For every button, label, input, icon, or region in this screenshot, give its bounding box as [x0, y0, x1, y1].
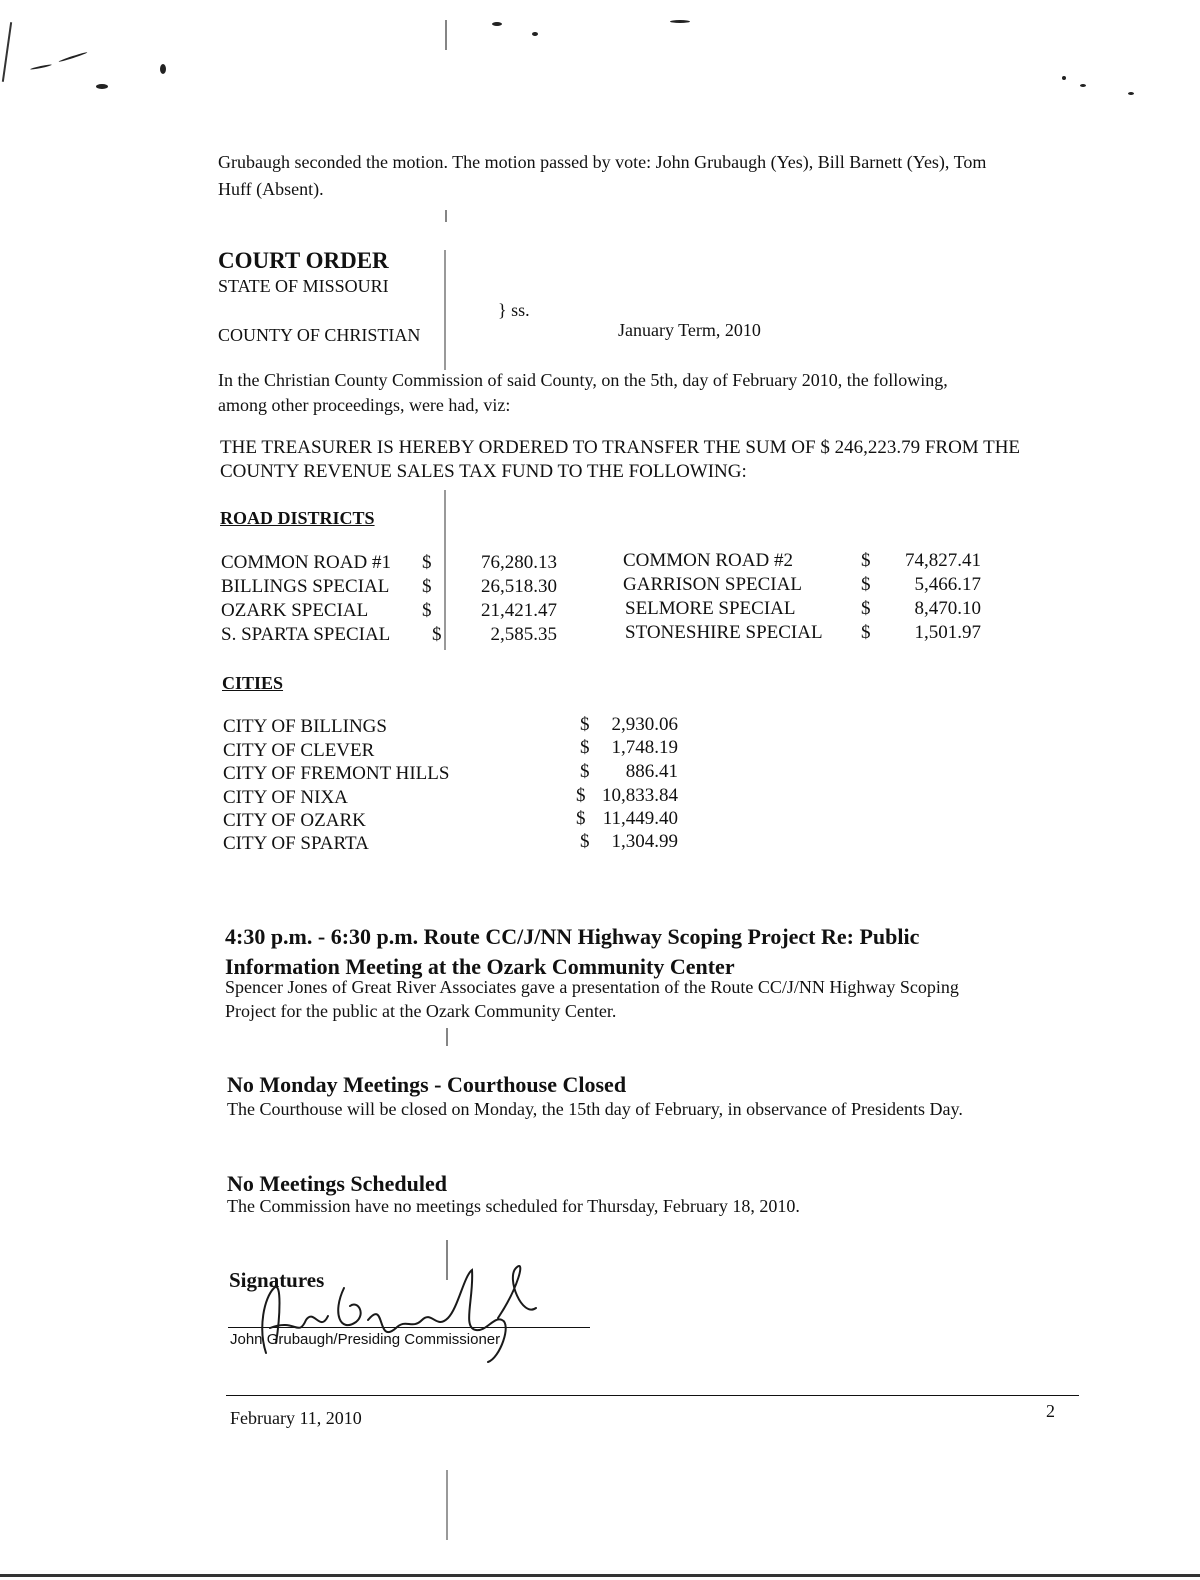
district-amount: 76,280.13: [481, 552, 557, 573]
scan-artifact-left-edge: [2, 22, 12, 82]
city-name: CITY OF SPARTA: [223, 833, 369, 854]
city-amount: 10,833.84: [602, 785, 678, 806]
page-number: 2: [1046, 1401, 1055, 1421]
currency-symbol: $: [580, 737, 590, 758]
court-order-title: COURT ORDER: [218, 248, 389, 273]
list-item: [625, 622, 823, 644]
scan-speck: [1062, 76, 1066, 80]
district-amount: 8,470.10: [914, 598, 981, 619]
list-item: [221, 576, 389, 598]
handwritten-signature: [236, 1258, 566, 1368]
footer-date: February 11, 2010: [230, 1408, 362, 1428]
scan-artifact-fold-line: [445, 210, 447, 222]
intro-line-1: Grubaugh seconded the motion. The motion passed by vote: John Grubaugh (Yes), Bill Barnett (Yes), Tom: [218, 152, 987, 172]
highway-meeting-heading-line-1: 4:30 p.m. - 6:30 p.m. Route CC/J/NN Highway Scoping Project Re: Public: [225, 924, 920, 949]
order-line-1: THE TREASURER IS HEREBY ORDERED TO TRANSFER THE SUM OF $ 246,223.79 FROM THE: [220, 437, 1021, 458]
list-item: [223, 833, 369, 855]
list-item: [223, 740, 374, 762]
currency-symbol: $: [422, 552, 432, 573]
city-name: CITY OF CLEVER: [223, 740, 375, 761]
city-amount: 2,930.06: [611, 714, 678, 735]
list-item: [623, 574, 802, 596]
currency-symbol: $: [576, 808, 586, 829]
signatures-heading: Signatures: [229, 1268, 325, 1292]
list-item: [223, 787, 348, 809]
currency-symbol: $: [422, 576, 432, 597]
scan-speck: [492, 22, 502, 26]
currency-symbol: $: [580, 831, 590, 852]
county-label: COUNTY OF CHRISTIAN: [218, 325, 421, 345]
order-line-2: COUNTY REVENUE SALES TAX FUND TO THE FOLLOWING:: [220, 461, 747, 482]
highway-meeting-body-line-2: Project for the public at the Ozark Community Center.: [225, 1001, 617, 1021]
list-item: [223, 716, 387, 738]
proceedings-line-1: In the Christian County Commission of said County, on the 5th, day of February 2010, the following,: [218, 370, 948, 390]
city-amount: 1,304.99: [611, 831, 678, 852]
list-item: [223, 763, 449, 785]
city-name: CITY OF BILLINGS: [223, 716, 387, 737]
district-amount: 26,518.30: [481, 576, 557, 597]
scan-speck: [30, 64, 52, 71]
scan-artifact-fold-line: [446, 1470, 448, 1540]
intro-line-2: Huff (Absent).: [218, 179, 324, 199]
signer-label: John Grubaugh/Presiding Commissioner: [230, 1331, 501, 1348]
district-name: GARRISON SPECIAL: [623, 574, 802, 595]
list-item: [223, 810, 366, 832]
currency-symbol: $: [580, 714, 590, 735]
currency-symbol: $: [422, 600, 432, 621]
scan-artifact-fold-line: [444, 250, 446, 370]
no-meetings-heading: No Meetings Scheduled: [227, 1171, 447, 1196]
district-amount: 74,827.41: [905, 550, 981, 571]
district-name: COMMON ROAD #1: [221, 552, 391, 573]
scan-speck: [160, 64, 166, 74]
list-item: [221, 552, 391, 574]
district-amount: 5,466.17: [914, 574, 981, 595]
currency-symbol: $: [580, 761, 590, 782]
cities-heading: CITIES: [222, 673, 284, 693]
scan-speck: [670, 20, 690, 23]
no-meetings-body: The Commission have no meetings scheduled for Thursday, February 18, 2010.: [227, 1196, 800, 1216]
city-name: CITY OF NIXA: [223, 787, 348, 808]
no-monday-body: The Courthouse will be closed on Monday, the 15th day of February, in observance of Presidents Day.: [227, 1099, 963, 1119]
district-amount: 1,501.97: [914, 622, 981, 643]
no-monday-heading: No Monday Meetings - Courthouse Closed: [227, 1072, 627, 1097]
currency-symbol: $: [432, 624, 442, 645]
list-item: [623, 550, 793, 572]
city-amount: 886.41: [625, 761, 678, 782]
scan-artifact-fold-line: [445, 20, 447, 50]
scan-speck: [1080, 84, 1086, 87]
currency-symbol: $: [576, 785, 586, 806]
district-name: STONESHIRE SPECIAL: [625, 622, 823, 643]
scan-speck: [1128, 92, 1134, 95]
scan-speck: [532, 32, 538, 36]
scan-artifact-fold-line: [446, 1028, 448, 1046]
list-item: [221, 624, 390, 646]
district-name: S. SPARTA SPECIAL: [221, 624, 391, 645]
currency-symbol: $: [861, 598, 871, 619]
currency-symbol: $: [861, 622, 871, 643]
state-label: STATE OF MISSOURI: [218, 276, 389, 296]
currency-symbol: $: [861, 574, 871, 595]
district-amount: 2,585.35: [490, 624, 557, 645]
scan-speck: [96, 84, 108, 89]
scan-speck: [58, 51, 87, 62]
highway-meeting-heading-line-2: Information Meeting at the Ozark Community Center: [225, 954, 735, 979]
currency-symbol: $: [861, 550, 871, 571]
page-bottom-edge: [0, 1574, 1200, 1577]
district-name: BILLINGS SPECIAL: [221, 576, 390, 597]
city-name: CITY OF OZARK: [223, 810, 366, 831]
city-amount: 11,449.40: [602, 808, 678, 829]
road-districts-heading: ROAD DISTRICTS: [220, 508, 375, 528]
list-item: [625, 598, 796, 620]
district-name: COMMON ROAD #2: [623, 550, 793, 571]
footer-rule: [226, 1395, 1079, 1396]
district-amount: 21,421.47: [481, 600, 557, 621]
district-name: OZARK SPECIAL: [221, 600, 369, 621]
city-name: CITY OF FREMONT HILLS: [223, 763, 450, 784]
district-name: SELMORE SPECIAL: [625, 598, 796, 619]
city-amount: 1,748.19: [611, 737, 678, 758]
ss-label: } ss.: [498, 300, 530, 320]
highway-meeting-body-line-1: Spencer Jones of Great River Associates gave a presentation of the Route CC/J/NN Highway Scoping: [225, 977, 959, 997]
term-label: January Term, 2010: [618, 320, 761, 340]
proceedings-line-2: among other proceedings, were had, viz:: [218, 395, 511, 415]
list-item: [221, 600, 368, 622]
